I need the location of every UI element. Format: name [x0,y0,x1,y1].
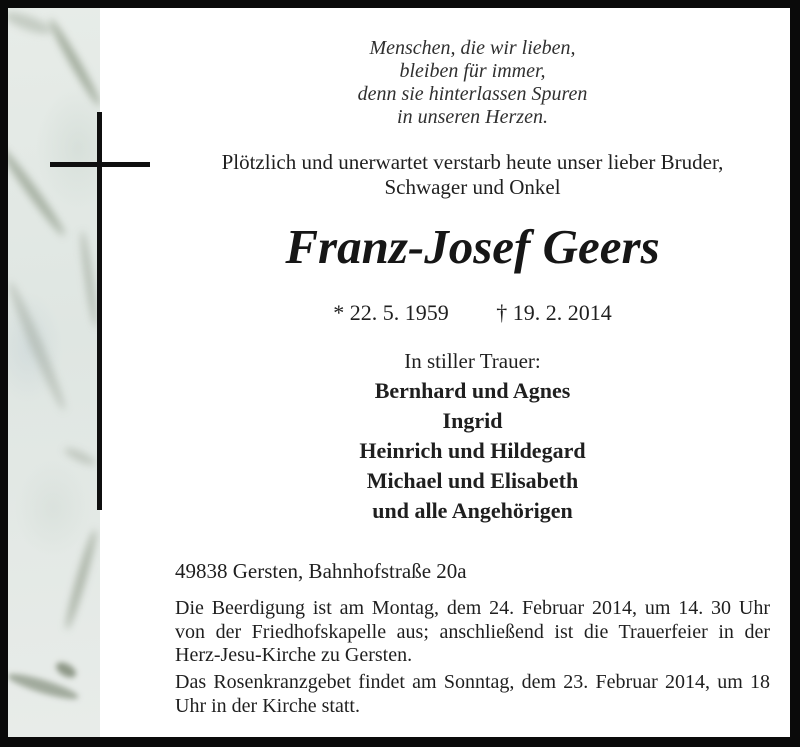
cross-horizontal-bar [50,162,150,167]
marble-vein [8,8,54,38]
mourner-name: Ingrid [442,408,503,433]
marble-vein [63,445,98,468]
deceased-name: Franz-Josef Geers [285,219,660,274]
mourning-label: In stiller Trauer: [404,349,541,373]
marble-vein [46,17,100,108]
rosary-paragraph: Das Rosenkranzgebet findet am Sonntag, dem 23. Februar 2014, um 18 Uhr in der Kirche statt. [175,671,770,717]
mourner-name: und alle Angehörigen [372,498,573,523]
mourner-name: Michael und Elisabeth [366,468,579,493]
intro-text [175,150,770,199]
poem-line: denn sie hinterlassen Spuren [357,83,588,105]
memorial-poem [175,37,770,129]
mourner-name: Bernhard und Agnes [374,378,571,403]
birth-date: * 22. 5. 1959 [333,300,449,325]
marble-vein [8,279,70,413]
poem-line: Menschen, die wir lieben, [369,37,576,59]
life-dates [175,300,770,326]
marble-vein [62,528,99,630]
marble-panel [8,8,100,737]
frame-right-border [790,0,800,747]
intro-line: Schwager und Onkel [384,174,561,199]
frame-left-border [0,0,8,747]
funeral-paragraph: Die Beerdigung ist am Montag, dem 24. Februar 2014, um 14. 30 Uhr von der Friedhofskapelle aus; anschließend ist die Trauerfeier in der Herz-Jesu-Kirche zu Gersten. [175,597,770,666]
address-line: 49838 Gersten, Bahnhofstraße 20a [175,559,467,583]
mourner-name: Heinrich und Hildegard [359,438,586,463]
mourning-section [175,346,770,526]
cross-vertical-bar [97,112,102,510]
poem-line: bleiben für immer, [399,60,546,82]
poem-line: in unseren Herzen. [397,106,548,128]
frame-bottom-border [0,737,800,747]
marble-vein [8,144,68,239]
frame-top-border [0,0,800,8]
marble-vein [53,659,78,680]
intro-line: Plötzlich und unerwartet verstarb heute unser lieber Bruder, [221,150,724,174]
death-date: † 19. 2. 2014 [496,300,612,325]
